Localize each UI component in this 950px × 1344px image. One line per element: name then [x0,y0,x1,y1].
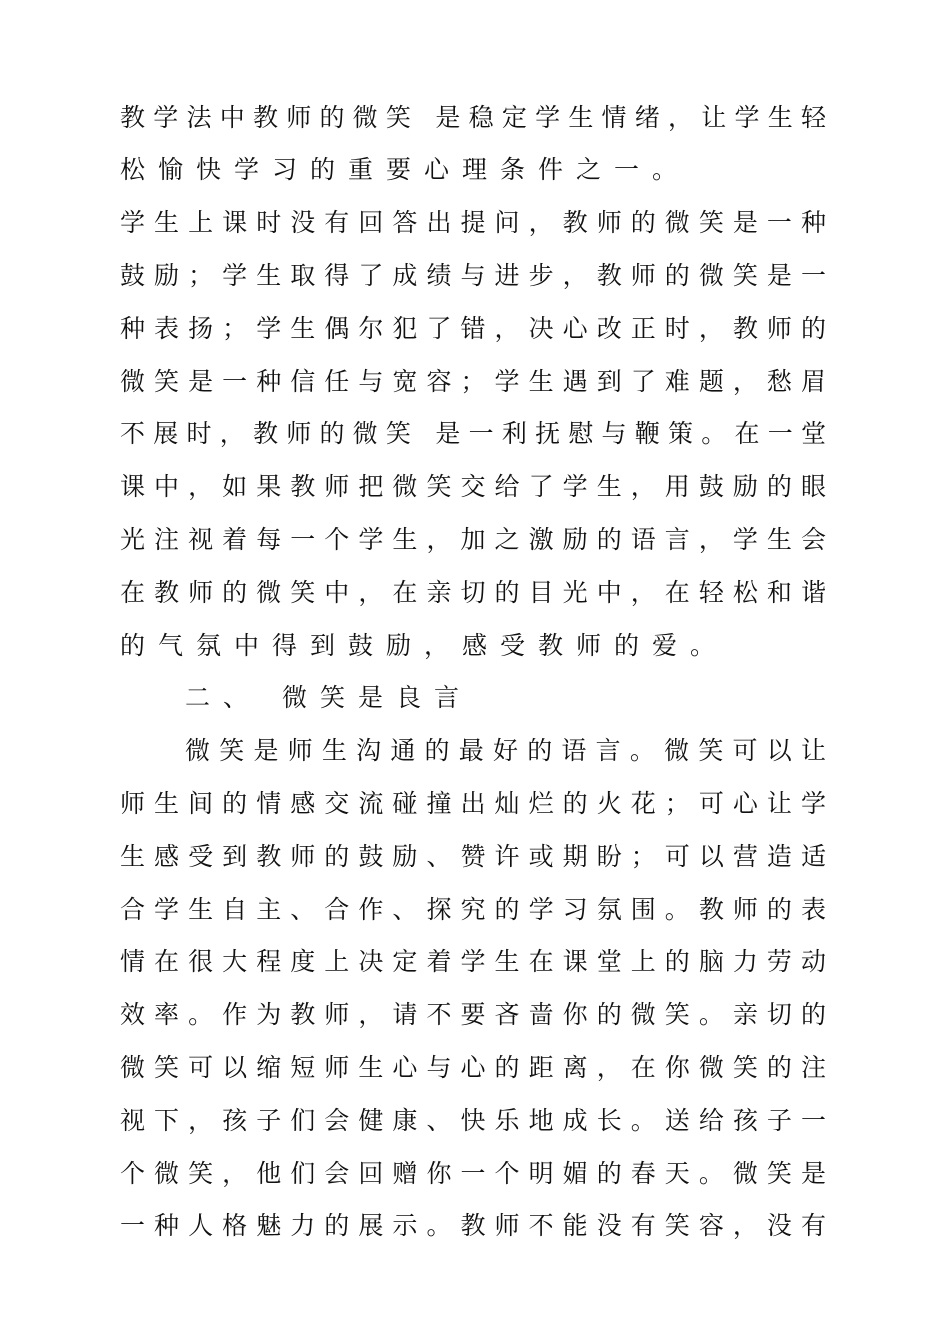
text-line-7: 不展时，教师的微笑 是一利抚慰与鞭策。在一堂 [120,419,826,448]
text-line-16: 合学生自主、合作、探究的学习氛围。教师的表 [120,895,826,924]
text-line-22: 一种人格魅力的展示。教师不能没有笑容，没有 [120,1211,826,1240]
text-line-14: 师生间的情感交流碰撞出灿烂的火花；可心让学 [120,789,826,818]
text-line-5: 种表扬；学生偶尔犯了错，决心改正时，教师的 [120,314,826,343]
text-line-9: 光注视着每一个学生，加之激励的语言，学生会 [120,525,826,554]
text-line-8: 课中，如果教师把微笑交给了学生，用鼓励的眼 [120,472,826,501]
text-line-20: 视下，孩子们会健康、快乐地成长。送给孩子一 [120,1106,826,1135]
text-line-19: 微笑可以缩短师生心与心的距离，在你微笑的注 [120,1053,826,1082]
text-line-18: 效率。作为教师，请不要吝啬你的微笑。亲切的 [120,1000,826,1029]
text-line-13: 微笑是师生沟通的最好的语言。微笑可以让 [185,736,826,765]
text-line-4: 鼓励；学生取得了成绩与进步，教师的微笑是一 [120,261,826,290]
text-line-3: 学生上课时没有回答出提问，教师的微笑是一种 [120,208,826,237]
text-line-2: 松愉快学习的重要心理条件之一。 [120,155,691,184]
section-heading: 二、 微笑是良言 [185,683,472,712]
text-line-15: 生感受到教师的鼓励、赞许或期盼；可以营造适 [120,842,826,871]
text-line-6: 微笑是一种信任与宽容；学生遇到了难题，愁眉 [120,367,826,396]
text-line-11: 的气氛中得到鼓励，感受教师的爱。 [120,631,729,660]
text-line-1: 教学法中教师的微笑 是稳定学生情绪，让学生轻 [120,103,826,132]
text-line-10: 在教师的微笑中，在亲切的目光中，在轻松和谐 [120,578,826,607]
text-line-21: 个微笑，他们会回赠你一个明媚的春天。微笑是 [120,1159,826,1188]
text-line-17: 情在很大程度上决定着学生在课堂上的脑力劳动 [120,947,826,976]
